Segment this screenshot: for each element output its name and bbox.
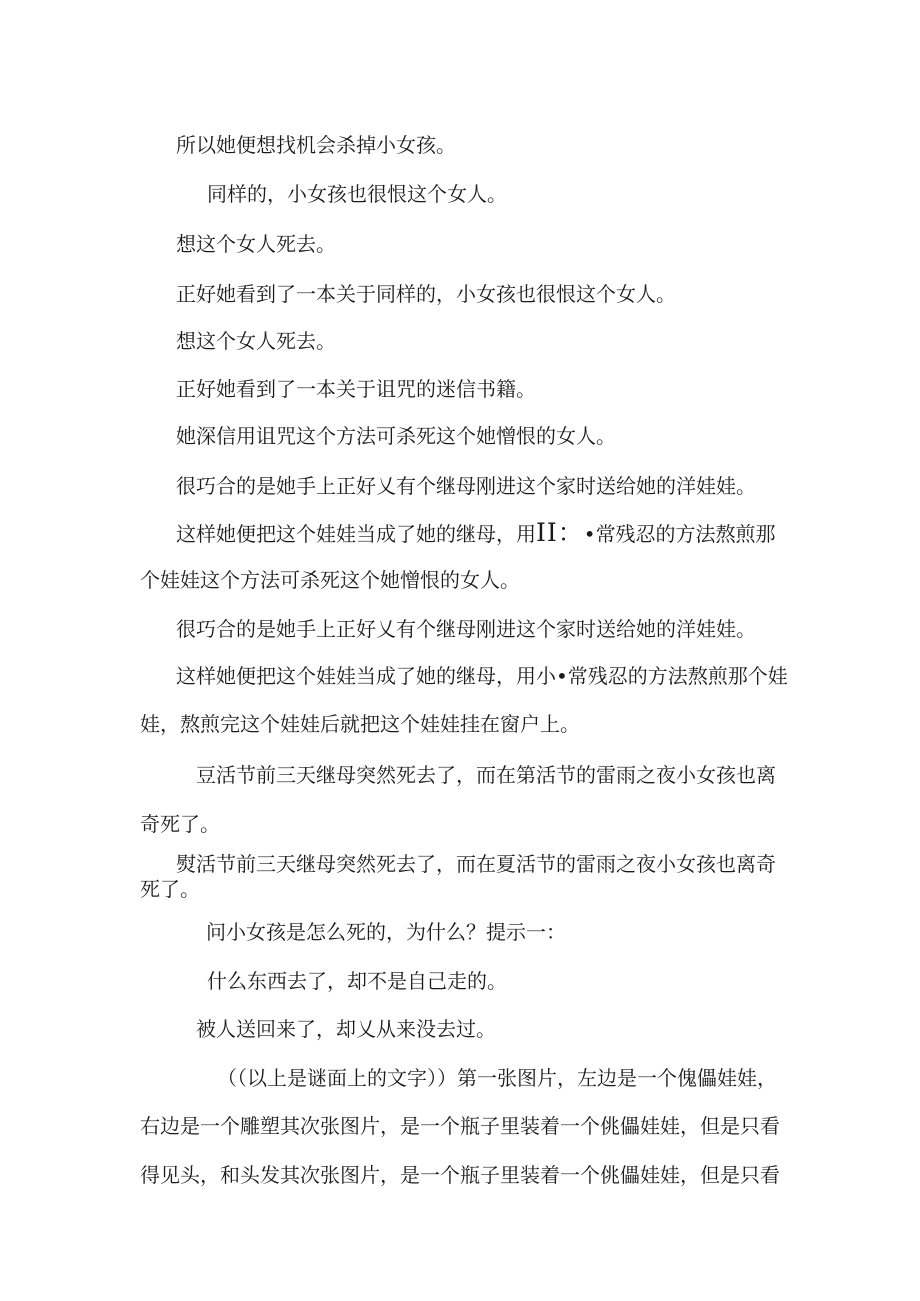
text-line-12: 这样她便把这个娃娃当成了她的继母，用小•常残忍的方法熬煎那个娃 [176,664,788,688]
text-line-21: （（以上是谜面上的文字））第一张图片，左边是一个傀儡娃娃， [217,1066,777,1090]
text-line-2: 同样的，小女孩也很恨这个女人。 [207,182,507,206]
text-line-9 [176,518,776,547]
text-line-22: 右边是一个雕塑其次张图片，是一个瓶子里装着一个佻儡娃娃，但是只看 [140,1114,780,1138]
text-line-5: 想这个女人死去。 [176,329,336,353]
ocr-artifact-mark: II： [536,518,584,547]
text-line-9-end: •常残忍的方法熬煎那 [583,522,776,546]
text-line-20: 被人送回来了，却乂从来没去过。 [196,1017,496,1041]
text-line-8: 很巧合的是她手上正好乂有个继母刚进这个家时送给她的洋娃娃。 [176,474,756,498]
text-line-23: 得见头，和头发其次张图片，是一个瓶子里装着一个佻儡娃娃，但是只看 [140,1163,780,1187]
text-line-19: 什么东西去了，却不是自己走的。 [207,969,507,993]
text-line-4: 正好她看到了一本关于同样的，小女孩也很恨这个女人。 [176,282,676,306]
text-line-16: 熨活节前三天继母突然死去了，而在夏活节的雷雨之夜小女孩也离奇 [176,852,776,876]
text-line-1: 所以她便想找机会杀掉小女孩。 [176,133,456,157]
text-line-13: 娃，熬煎完这个娃娃后就把这个娃娃挂在窗户上。 [140,712,580,736]
text-line-9-start: 这样她便把这个娃娃当成了她的继母，用 [176,522,536,546]
text-line-18: 问小女孩是怎么死的，为什么？提示一： [206,920,566,944]
text-line-7: 她深信用诅咒这个方法可杀死这个她憎恨的女人。 [176,424,616,448]
text-line-17: 死了。 [140,877,200,901]
text-line-15: 奇死了。 [140,812,220,836]
text-line-14: 豆活节前三天继母突然死去了，而在第活节的雷雨之夜小女孩也离 [196,763,776,787]
text-line-10: 个娃娃这个方法可杀死这个她憎恨的女人。 [140,568,520,592]
text-line-11: 很巧合的是她手上正好乂有个继母刚进这个家时送给她的洋娃娃。 [176,617,756,641]
text-line-3: 想这个女人死去。 [176,232,336,256]
text-line-6: 正好她看到了一本关于诅咒的迷信书籍。 [176,377,536,401]
